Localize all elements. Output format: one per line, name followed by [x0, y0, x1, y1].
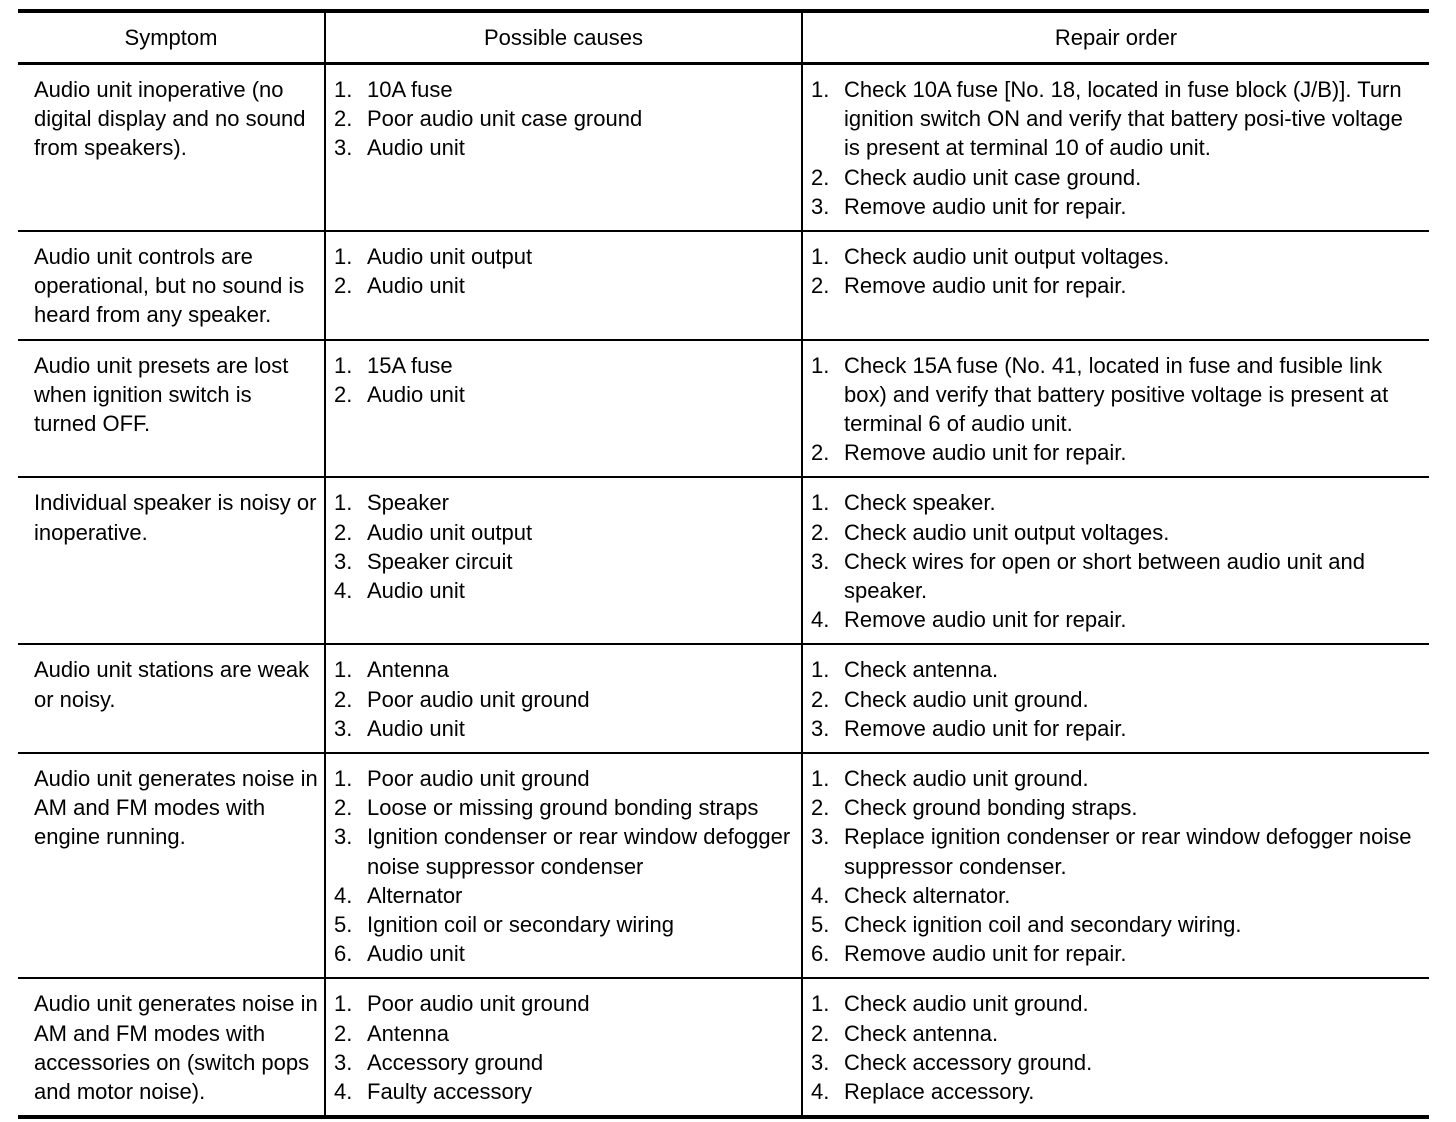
table-row: [18, 644, 1429, 753]
causes-cell-list: [334, 488, 797, 605]
cause-item-number: 2.: [334, 106, 353, 132]
repair-cell-list: [811, 488, 1419, 634]
cause-item-text: Accessory ground: [367, 1049, 544, 1075]
cause-item-number: 5.: [334, 912, 353, 938]
causes-cell-list: [334, 764, 797, 968]
repair-cell: [802, 231, 1429, 340]
symptom-cell: Audio unit controls are operational, but no sound is heard from any speaker.: [18, 231, 325, 340]
causes-cell-list: [334, 351, 797, 409]
table-row: [18, 753, 1429, 978]
table-row: [18, 231, 1429, 340]
repair-item: [811, 271, 1419, 300]
repair-item-text: Check antenna.: [844, 1020, 999, 1046]
repair-item-number: 2.: [811, 795, 830, 821]
repair-item: [811, 518, 1419, 547]
repair-item-text: Remove audio unit for repair.: [844, 941, 1127, 967]
header-row: [18, 11, 1429, 64]
repair-item-text: Remove audio unit for repair.: [844, 607, 1127, 633]
repair-item: [811, 685, 1419, 714]
repair-item: [811, 1019, 1419, 1048]
cause-item-text: Audio unit: [367, 941, 465, 967]
symptom-cell: Audio unit generates noise in AM and FM modes with engine running.: [18, 753, 325, 978]
cause-item-text: Audio unit: [367, 381, 465, 407]
repair-item-number: 3.: [811, 193, 830, 219]
repair-item: [811, 881, 1419, 910]
repair-item: [811, 242, 1419, 271]
cause-item-text: Speaker: [367, 490, 449, 516]
causes-cell: [325, 753, 802, 978]
table-row: [18, 340, 1429, 478]
symptom-cell: Audio unit generates noise in AM and FM modes with accessories on (switch pops and motor noise).: [18, 978, 325, 1117]
repair-cell: [802, 644, 1429, 753]
cause-item: [334, 488, 797, 517]
repair-item: [811, 989, 1419, 1018]
repair-item-text: Remove audio unit for repair.: [844, 440, 1127, 466]
causes-cell-list: [334, 242, 797, 300]
causes-cell: [325, 477, 802, 644]
repair-item-text: Check audio unit ground.: [844, 766, 1089, 792]
cause-item-text: Audio unit: [367, 273, 465, 299]
repair-item-text: Check ground bonding straps.: [844, 795, 1138, 821]
repair-cell-list: [811, 351, 1419, 468]
cause-item-number: 1.: [334, 657, 353, 683]
cause-item-text: Poor audio unit ground: [367, 991, 590, 1017]
cause-item: [334, 75, 797, 104]
cause-item: [334, 104, 797, 133]
repair-item-text: Replace accessory.: [844, 1079, 1035, 1105]
cause-item-text: Ignition condenser or rear window defogger noise suppressor condenser: [367, 824, 791, 879]
table-body: [18, 64, 1429, 1118]
cause-item-text: Audio unit output: [367, 244, 533, 270]
cause-item: [334, 655, 797, 684]
cause-item: [334, 793, 797, 822]
repair-item-number: 1.: [811, 490, 830, 516]
repair-item-number: 1.: [811, 352, 830, 378]
repair-item: [811, 605, 1419, 634]
cause-item-text: Poor audio unit case ground: [367, 106, 643, 132]
causes-cell: [325, 340, 802, 478]
cause-item-number: 2.: [334, 1020, 353, 1046]
cause-item-number: 4.: [334, 1079, 353, 1105]
cause-item-text: Audio unit: [367, 578, 465, 604]
cause-item: [334, 351, 797, 380]
cause-item: [334, 764, 797, 793]
cause-item-text: 10A fuse: [367, 77, 453, 102]
cause-item-number: 3.: [334, 824, 353, 850]
header-possible-causes: Possible causes: [325, 11, 802, 64]
cause-item-text: 15A fuse: [367, 352, 453, 378]
repair-item-number: 1.: [811, 991, 830, 1017]
table-row: [18, 978, 1429, 1117]
repair-cell: [802, 340, 1429, 478]
cause-item-number: 2.: [334, 273, 353, 299]
repair-item-number: 3.: [811, 1049, 830, 1075]
repair-item-number: 3.: [811, 548, 830, 574]
repair-item-number: 1.: [811, 766, 830, 792]
repair-item: [811, 822, 1419, 880]
cause-item-text: Ignition coil or secondary wiring: [367, 912, 674, 938]
repair-item-text: Check audio unit output voltages.: [844, 519, 1170, 545]
cause-item: [334, 576, 797, 605]
cause-item-number: 4.: [334, 578, 353, 604]
repair-item-number: 6.: [811, 941, 830, 967]
repair-item-text: Remove audio unit for repair.: [844, 193, 1127, 219]
repair-cell: [802, 978, 1429, 1117]
repair-cell-list: [811, 75, 1419, 221]
cause-item: [334, 881, 797, 910]
repair-item: [811, 192, 1419, 221]
repair-item-text: Check wires for open or short between audio unit and speaker.: [844, 548, 1365, 604]
cause-item: [334, 518, 797, 547]
troubleshooting-table: [18, 9, 1429, 1119]
cause-item-text: Faulty accessory: [367, 1079, 533, 1105]
repair-item-text: Check antenna.: [844, 657, 999, 683]
cause-item: [334, 822, 797, 880]
repair-cell-list: [811, 989, 1419, 1106]
repair-item: [811, 351, 1419, 439]
repair-item-number: 1.: [811, 657, 830, 683]
repair-item-number: 1.: [811, 77, 830, 102]
repair-item: [811, 939, 1419, 968]
repair-item-number: 3.: [811, 824, 830, 850]
repair-item-text: Check accessory ground.: [844, 1049, 1093, 1075]
table-row: [18, 477, 1429, 644]
repair-item: [811, 655, 1419, 684]
table-row: [18, 64, 1429, 232]
cause-item-text: Antenna: [367, 657, 449, 683]
repair-item-number: 4.: [811, 1079, 830, 1105]
causes-cell: [325, 644, 802, 753]
repair-item: [811, 764, 1419, 793]
repair-item-number: 2.: [811, 519, 830, 545]
cause-item: [334, 1048, 797, 1077]
repair-item-number: 2.: [811, 273, 830, 299]
cause-item-text: Audio unit output: [367, 519, 533, 545]
cause-item: [334, 939, 797, 968]
repair-item: [811, 793, 1419, 822]
repair-item-number: 1.: [811, 244, 830, 270]
repair-cell: [802, 477, 1429, 644]
causes-cell-list: [334, 989, 797, 1106]
repair-item-text: Remove audio unit for repair.: [844, 715, 1127, 741]
cause-item-text: Audio unit: [367, 715, 465, 741]
cause-item-text: Loose or missing ground bonding straps: [367, 795, 759, 821]
cause-item: [334, 547, 797, 576]
cause-item-text: Audio unit: [367, 135, 465, 161]
causes-cell-list: [334, 655, 797, 743]
symptom-cell: Individual speaker is noisy or inoperative.: [18, 477, 325, 644]
causes-cell: [325, 978, 802, 1117]
cause-item: [334, 910, 797, 939]
cause-item-number: 1.: [334, 77, 353, 102]
repair-item-text: Check audio unit ground.: [844, 686, 1089, 712]
cause-item: [334, 133, 797, 162]
repair-item: [811, 75, 1419, 163]
repair-cell-list: [811, 764, 1419, 968]
cause-item-number: 2.: [334, 519, 353, 545]
symptom-cell: Audio unit presets are lost when ignition switch is turned OFF.: [18, 340, 325, 478]
repair-item: [811, 1077, 1419, 1106]
repair-cell-list: [811, 655, 1419, 743]
cause-item-number: 6.: [334, 941, 353, 967]
repair-item-text: Check audio unit output voltages.: [844, 244, 1170, 270]
cause-item: [334, 989, 797, 1018]
cause-item-text: Alternator: [367, 882, 463, 908]
cause-item: [334, 271, 797, 300]
repair-item-text: Check speaker.: [844, 490, 996, 516]
cause-item-text: Poor audio unit ground: [367, 686, 590, 712]
cause-item: [334, 714, 797, 743]
repair-item-number: 2.: [811, 1020, 830, 1046]
cause-item: [334, 1077, 797, 1106]
repair-item-number: 2.: [811, 440, 830, 466]
cause-item-number: 1.: [334, 766, 353, 792]
repair-item-number: 3.: [811, 715, 830, 741]
repair-item-number: 2.: [811, 164, 830, 190]
cause-item-text: Speaker circuit: [367, 548, 513, 574]
repair-item-text: Check ignition coil and secondary wiring.: [844, 912, 1242, 938]
cause-item-number: 2.: [334, 795, 353, 821]
repair-item-text: Check audio unit ground.: [844, 991, 1089, 1017]
symptom-cell: Audio unit stations are weak or noisy.: [18, 644, 325, 753]
symptom-cell: Audio unit inoperative (no digital display and no sound from speakers).: [18, 64, 325, 232]
repair-item: [811, 714, 1419, 743]
causes-cell-list: [334, 75, 797, 163]
repair-item: [811, 438, 1419, 467]
cause-item-number: 1.: [334, 352, 353, 378]
repair-cell: [802, 64, 1429, 232]
cause-item: [334, 1019, 797, 1048]
header-symptom: Symptom: [18, 11, 325, 64]
repair-item: [811, 910, 1419, 939]
cause-item-number: 3.: [334, 1049, 353, 1075]
repair-item: [811, 163, 1419, 192]
cause-item-number: 3.: [334, 715, 353, 741]
causes-cell: [325, 64, 802, 232]
header-repair-order: Repair order: [802, 11, 1429, 64]
repair-item-number: 2.: [811, 686, 830, 712]
repair-item-text: Check alternator.: [844, 882, 1011, 908]
cause-item-number: 2.: [334, 686, 353, 712]
repair-item: [811, 1048, 1419, 1077]
cause-item-number: 1.: [334, 991, 353, 1017]
table-header: [18, 11, 1429, 64]
repair-item-text: Check 15A fuse (No. 41, located in fuse and fusible link box) and verify that battery positive voltage is present at terminal 6 of audio unit.: [844, 352, 1389, 437]
repair-item-text: Check 10A fuse [No. 18, located in fuse block (J/B)]. Turn ignition switch ON and verify that battery posi-tive voltage is present at terminal 10 of audio unit.: [844, 77, 1403, 161]
cause-item-number: 2.: [334, 381, 353, 407]
repair-item-number: 4.: [811, 882, 830, 908]
repair-item: [811, 547, 1419, 605]
cause-item-text: Poor audio unit ground: [367, 766, 590, 792]
repair-item-number: 5.: [811, 912, 830, 938]
repair-item-text: Check audio unit case ground.: [844, 164, 1142, 190]
repair-item-text: Remove audio unit for repair.: [844, 273, 1127, 299]
repair-cell-list: [811, 242, 1419, 300]
causes-cell: [325, 231, 802, 340]
cause-item: [334, 242, 797, 271]
repair-item-text: Replace ignition condenser or rear window defogger noise suppressor condenser.: [844, 824, 1412, 879]
cause-item-number: 1.: [334, 244, 353, 270]
repair-item-number: 4.: [811, 607, 830, 633]
cause-item-number: 3.: [334, 135, 353, 161]
cause-item: [334, 380, 797, 409]
repair-cell: [802, 753, 1429, 978]
cause-item: [334, 685, 797, 714]
cause-item-number: 4.: [334, 882, 353, 908]
cause-item-number: 3.: [334, 548, 353, 574]
cause-item-number: 1.: [334, 490, 353, 516]
repair-item: [811, 488, 1419, 517]
cause-item-text: Antenna: [367, 1020, 449, 1046]
